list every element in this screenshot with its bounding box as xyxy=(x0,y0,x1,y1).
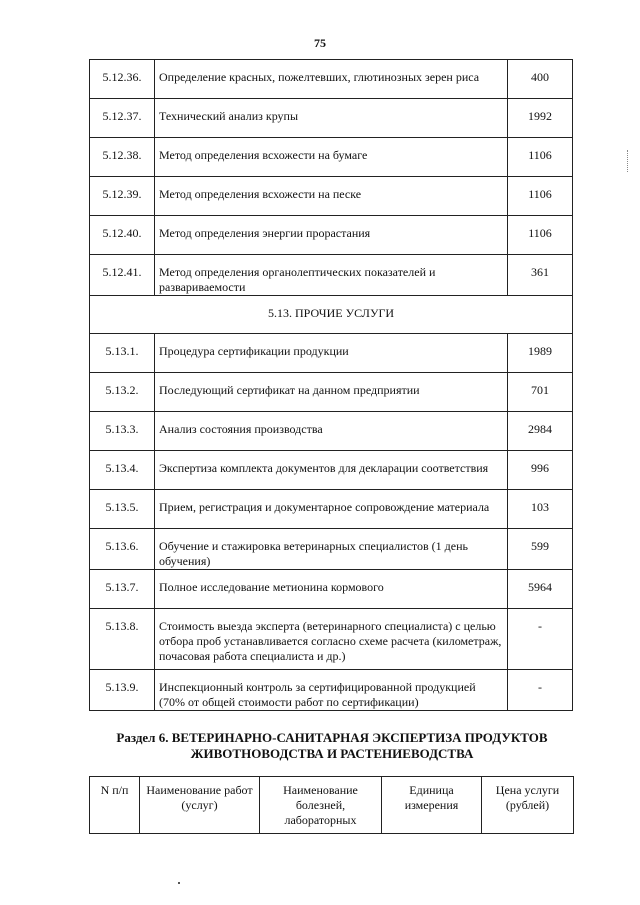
table-row xyxy=(90,255,573,296)
column-header-price: Цена услуги (рублей) xyxy=(482,777,574,834)
service-name: Метод определения органолептических показателей и развариваемости xyxy=(155,255,508,296)
service-price: - xyxy=(508,609,573,670)
section-5-13-title: 5.13. ПРОЧИЕ УСЛУГИ xyxy=(90,296,573,334)
row-number: 5.12.38. xyxy=(90,138,155,177)
row-number: 5.12.39. xyxy=(90,177,155,216)
service-price: 400 xyxy=(508,60,573,99)
row-number: 5.13.2. xyxy=(90,373,155,412)
service-name: Технический анализ крупы xyxy=(155,99,508,138)
table-row xyxy=(90,412,573,451)
row-number: 5.13.9. xyxy=(90,670,155,711)
service-name: Стоимость выезда эксперта (ветеринарного специалиста) с целью отбора проб устанавливается согласно схеме расчета (километраж, почасовая работа специалиста и др.) xyxy=(155,609,508,670)
section-header-row xyxy=(90,296,573,334)
section-6-title xyxy=(90,730,574,762)
service-price: - xyxy=(508,670,573,711)
service-name: Метод определения всхожести на бумаге xyxy=(155,138,508,177)
service-name: Метод определения энергии прорастания xyxy=(155,216,508,255)
service-name: Экспертиза комплекта документов для декларации соответствия xyxy=(155,451,508,490)
service-price: 5964 xyxy=(508,570,573,609)
row-number: 5.12.37. xyxy=(90,99,155,138)
row-number: 5.13.5. xyxy=(90,490,155,529)
service-price: 1106 xyxy=(508,177,573,216)
service-name: Полное исследование метионина кормового xyxy=(155,570,508,609)
service-price: 599 xyxy=(508,529,573,570)
service-name: Процедура сертификации продукции xyxy=(155,334,508,373)
table-row xyxy=(90,670,573,711)
column-header-unit: Единица измерения xyxy=(382,777,482,834)
table-row xyxy=(90,373,573,412)
service-price: 2984 xyxy=(508,412,573,451)
service-price: 1989 xyxy=(508,334,573,373)
service-price: 103 xyxy=(508,490,573,529)
column-header-service: Наименование работ (услуг) xyxy=(140,777,260,834)
table-row xyxy=(90,451,573,490)
section-6-title-line1: Раздел 6. ВЕТЕРИНАРНО-САНИТАРНАЯ ЭКСПЕРТИЗА ПРОДУКТОВ xyxy=(116,730,548,745)
service-price: 1106 xyxy=(508,138,573,177)
row-number: 5.13.4. xyxy=(90,451,155,490)
table-row xyxy=(90,334,573,373)
service-name: Последующий сертификат на данном предприятии xyxy=(155,373,508,412)
column-header-diseases: Наименование болезней, лабораторных xyxy=(260,777,382,834)
table-row xyxy=(90,570,573,609)
table-row xyxy=(90,216,573,255)
service-price: 361 xyxy=(508,255,573,296)
page-number: 75 xyxy=(314,36,326,50)
row-number: 5.12.41. xyxy=(90,255,155,296)
service-price: 1992 xyxy=(508,99,573,138)
service-price: 1106 xyxy=(508,216,573,255)
section-6-title-line2: ЖИВОТНОВОДСТВА И РАСТЕНИЕВОДСТВА xyxy=(190,746,474,761)
column-header-number: N п/п xyxy=(90,777,140,834)
row-number: 5.12.40. xyxy=(90,216,155,255)
scan-edge-mark xyxy=(627,150,629,172)
scan-speck xyxy=(178,882,180,884)
service-name: Инспекционный контроль за сертифицированной продукцией (70% от общей стоимости работ по сертификации) xyxy=(155,670,508,711)
table-row xyxy=(90,60,573,99)
price-table xyxy=(89,59,573,711)
row-number: 5.13.8. xyxy=(90,609,155,670)
service-name: Анализ состояния производства xyxy=(155,412,508,451)
table-row xyxy=(90,529,573,570)
table-row xyxy=(90,490,573,529)
service-name: Метод определения всхожести на песке xyxy=(155,177,508,216)
table-row xyxy=(90,177,573,216)
service-price: 701 xyxy=(508,373,573,412)
row-number: 5.13.7. xyxy=(90,570,155,609)
row-number: 5.13.1. xyxy=(90,334,155,373)
section-6-table-header xyxy=(89,776,574,834)
table-row xyxy=(90,99,573,138)
table-row xyxy=(90,609,573,670)
row-number: 5.13.6. xyxy=(90,529,155,570)
service-price: 996 xyxy=(508,451,573,490)
row-number: 5.13.3. xyxy=(90,412,155,451)
header-row xyxy=(90,777,574,834)
service-name: Обучение и стажировка ветеринарных специалистов (1 день обучения) xyxy=(155,529,508,570)
table-row xyxy=(90,138,573,177)
service-name: Прием, регистрация и документарное сопровождение материала xyxy=(155,490,508,529)
row-number: 5.12.36. xyxy=(90,60,155,99)
service-name: Определение красных, пожелтевших, глютинозных зерен риса xyxy=(155,60,508,99)
